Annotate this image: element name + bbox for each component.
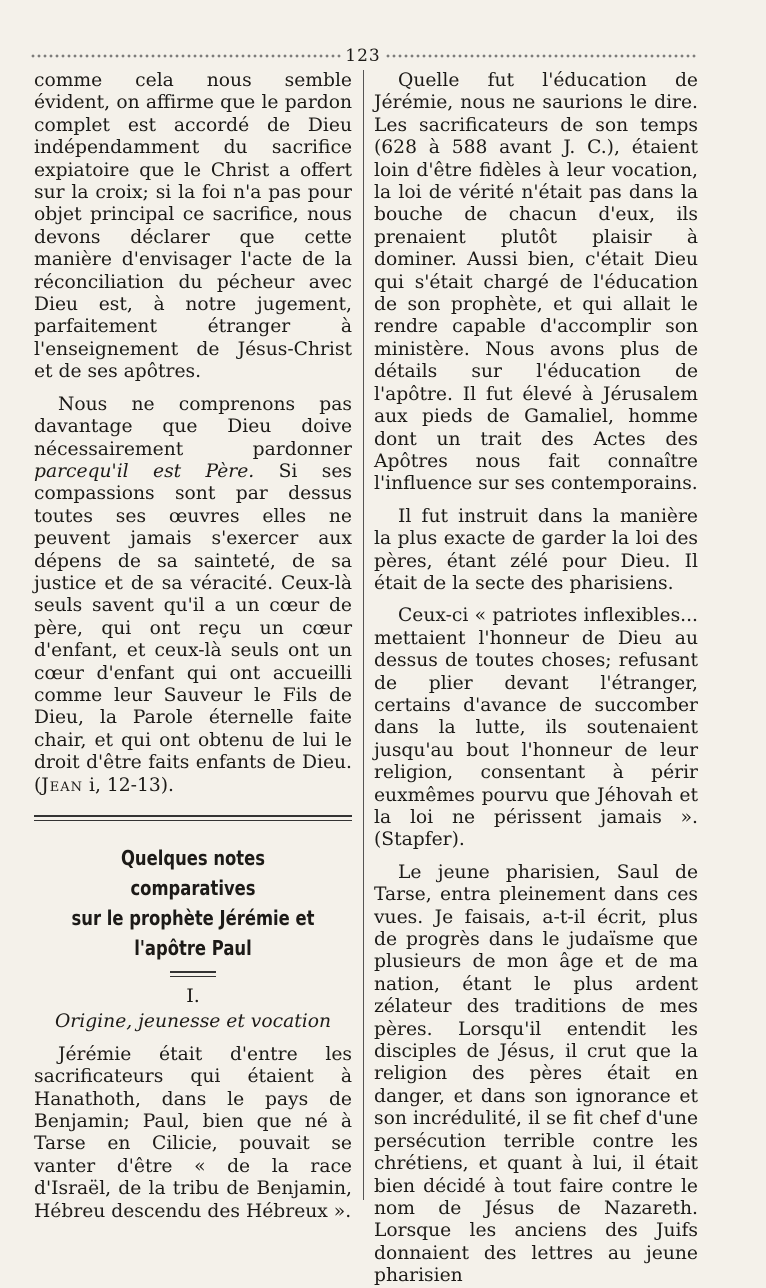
page-number: 123: [345, 46, 381, 66]
section-divider: [34, 815, 352, 821]
header-rule-left: [30, 53, 341, 59]
paragraph: Le jeune pharisien, Saul de Tarse, entra pleinement dans ces vues. Je faisais, a-t-il écrit, plus de progrès dans le judaïsme que plusieurs de mon âge et de ma nation, étant le plus ardent zélateur des traditions de mes pères. Lorsqu'il entendit les disciples de Jésus, il crut que la religion des pères était en danger, et dans son ignorance et son incrédulité, il se fit chef d'une persécution terrible contre les chrétiens, et quant à lui, il était bien décidé à tout faire contre le nom de Jésus de Nazareth. Lorsque les anciens des Juifs donnaient des lettres au jeune pharisien: [374, 861, 698, 1287]
section-title: [63, 843, 324, 963]
section-title-line: Quelques notes comparatives: [120, 846, 266, 900]
paragraph-text: Nous ne comprenons pas davantage que Dieu doive nécessairement pardonner: [34, 393, 352, 460]
scripture-reference: Jean: [41, 774, 84, 796]
paragraph: [34, 394, 352, 797]
paragraph: Quelle fut l'éducation de Jérémie, nous ne saurions le dire. Les sacrificateurs de son temps (628 à 588 avant J. C.), étaient loin d'être fidèles à leur vocation, la loi de vérité n'était pas dans la bouche de chacun d'eux, ils prenaient plutôt plaisir à dominer. Aussi bien, c'était Dieu qui s'était chargé de l'éducation de son prophète, et qui allait le rendre capable d'accomplir son ministère. Nous avons plus de détails sur l'éducation de l'apôtre. Il fut élevé à Jérusalem aux pieds de Gamaliel, homme dont un trait des Actes des Apôtres nous fait connaître l'influence sur ses contemporains.: [374, 70, 698, 495]
scripture-reference-rest: i, 12-13).: [83, 774, 174, 796]
running-header: [30, 44, 696, 68]
paragraph-text: Si ses compassions sont par dessus toutes ses œuvres elles ne peuvent jamais s'exercer aux dépens de sa sainteté, de sa justice et de sa véracité. Ceux-là seuls savent qu'il a un cœur de père, qui ont reçu un cœur d'enfant, et ceux-là seuls ont un cœur d'enfant qui ont accueilli comme leur Sauveur le Fils de Dieu, la Parole éternelle faite chair, et qui ont obtenu de lui le droit d'être faits enfants de Dieu. (: [34, 460, 352, 796]
left-column: [34, 70, 352, 1223]
column-divider: [363, 70, 364, 1200]
paragraph: Jérémie était d'entre les sacrificateurs qui étaient à Hanathoth, dans le pays de Benjamin; Paul, bien que né à Tarse en Cilicie, pouvait se vanter d'être « de la race d'Israël, de la tribu de Benjamin, Hébreu descendu des Hébreux ».: [34, 1043, 352, 1222]
paragraph: Il fut instruit dans la manière la plus exacte de garder la loi des pères, étant zélé pour Dieu. Il était de la secte des pharisiens.: [374, 505, 698, 594]
right-column: [374, 70, 698, 1288]
section-title-line: sur le prophète Jérémie et l'apôtre Paul: [71, 906, 315, 960]
paragraph: Ceux-ci « patriotes inflexibles... mettaient l'honneur de Dieu au dessus de toutes choses; refusant de plier devant l'étranger, certains d'avance de succomber dans la lutte, ils soutenaient jusqu'au bout l'honneur de leur religion, consentant à périr euxmêmes pourvu que Jéhovah et la loi ne périssent jamais ». (Stapfer).: [374, 605, 698, 851]
emphasis-text: parcequ'il est Père.: [34, 460, 255, 482]
section-number: I.: [186, 985, 200, 1007]
paragraph: comme cela nous semble évident, on affirme que le pardon complet est accordé de Dieu indépendamment du sacrifice expiatoire que le Christ a offert sur la croix; si la foi n'a pas pour objet principal ce sacrifice, nous devons déclarer que cette manière d'envisager l'acte de la réconciliation du pécheur avec Dieu est, à notre jugement, parfaitement étranger à l'enseignement de Jésus-Christ et de ses apôtres.: [34, 70, 352, 383]
title-ornament: [170, 971, 216, 977]
header-rule-right: [385, 53, 696, 59]
section-subtitle: Origine, jeunesse et vocation: [54, 1011, 331, 1033]
